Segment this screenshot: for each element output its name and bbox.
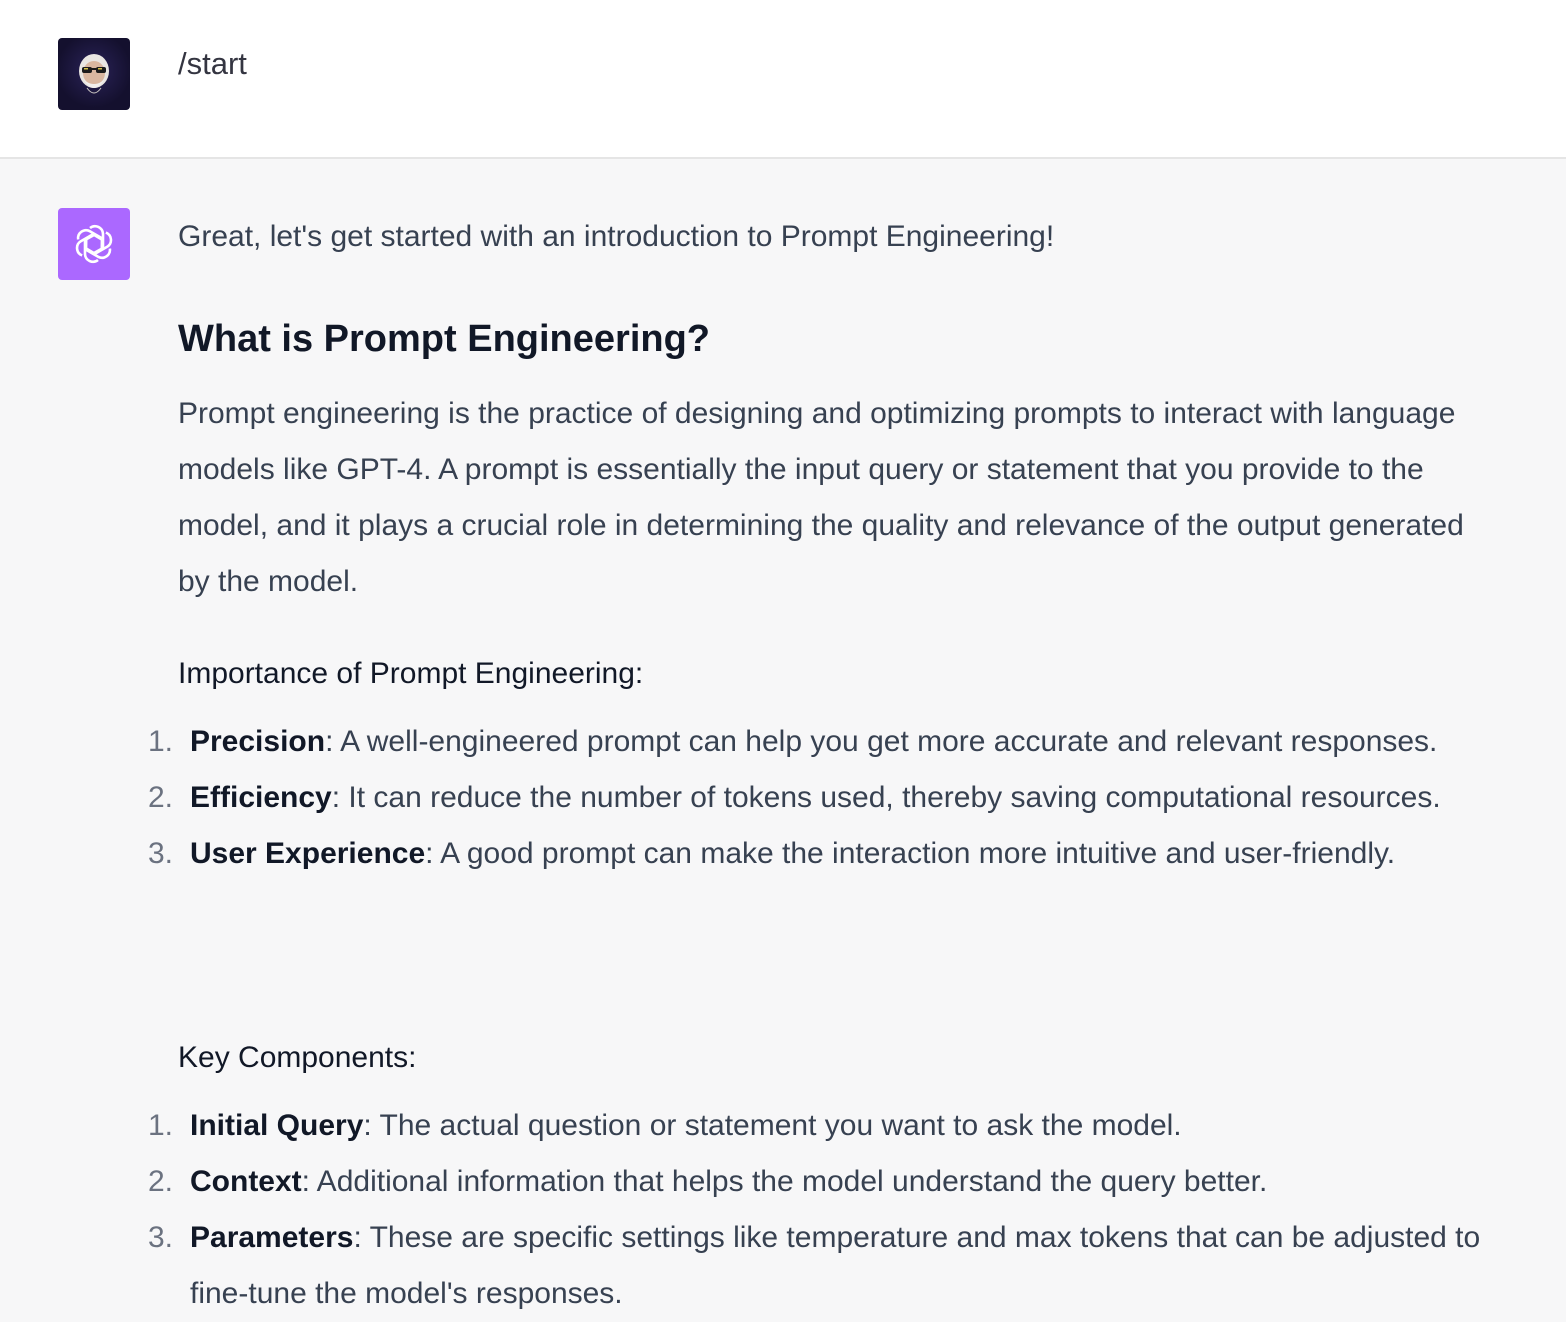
list-text: : The actual question or statement you want to ask the model. xyxy=(363,1109,1182,1142)
definition-paragraph: Prompt engineering is the practice of designing and optimizing prompts to interact with language models like GPT-4. A prompt is essentially the input query or statement that you provide to the model, and it plays a crucial role in determining the quality and relevance of the output generated by the model. xyxy=(178,397,1464,598)
assistant-message-row xyxy=(0,159,1566,1310)
openai-logo-icon xyxy=(72,222,116,266)
list-term: Efficiency xyxy=(190,781,332,814)
list-number: 3. xyxy=(148,837,174,870)
list-term: Context xyxy=(190,1165,302,1198)
user-avatar xyxy=(58,38,130,110)
list-number: 1. xyxy=(148,725,174,758)
components-title: Key Components: xyxy=(178,1041,417,1074)
list-item xyxy=(148,1210,1508,1322)
importance-list xyxy=(148,714,1508,882)
importance-title: Importance of Prompt Engineering: xyxy=(178,657,644,690)
intro-paragraph: Great, let's get started with an introduction to Prompt Engineering! xyxy=(178,220,1055,253)
bearded-man-sunglasses-avatar-icon xyxy=(58,38,130,110)
list-item xyxy=(148,1098,1508,1154)
assistant-avatar xyxy=(58,208,130,280)
list-term: Parameters xyxy=(190,1221,354,1254)
list-number: 3. xyxy=(148,1221,174,1254)
list-text: : These are specific settings like temperature and max tokens that can be adjusted to fine-tune the model's responses. xyxy=(190,1221,1481,1310)
user-message-row xyxy=(0,0,1566,159)
section-heading: What is Prompt Engineering? xyxy=(178,318,711,360)
list-item xyxy=(148,1154,1508,1210)
list-text: : Additional information that helps the model understand the query better. xyxy=(301,1165,1268,1198)
list-number: 1. xyxy=(148,1109,174,1142)
list-item xyxy=(148,770,1508,826)
list-term: User Experience xyxy=(190,837,426,870)
list-term: Precision xyxy=(190,725,326,758)
list-text: : It can reduce the number of tokens used, thereby saving computational resources. xyxy=(331,781,1441,814)
list-term: Initial Query xyxy=(190,1109,364,1142)
list-item xyxy=(148,826,1508,882)
list-number: 2. xyxy=(148,781,174,814)
components-list xyxy=(148,1098,1508,1322)
list-text: : A good prompt can make the interaction more intuitive and user-friendly. xyxy=(425,837,1396,870)
list-number: 2. xyxy=(148,1165,174,1198)
list-item xyxy=(148,714,1508,770)
list-text: : A well-engineered prompt can help you get more accurate and relevant responses. xyxy=(325,725,1438,758)
user-message-text: /start xyxy=(178,46,247,81)
